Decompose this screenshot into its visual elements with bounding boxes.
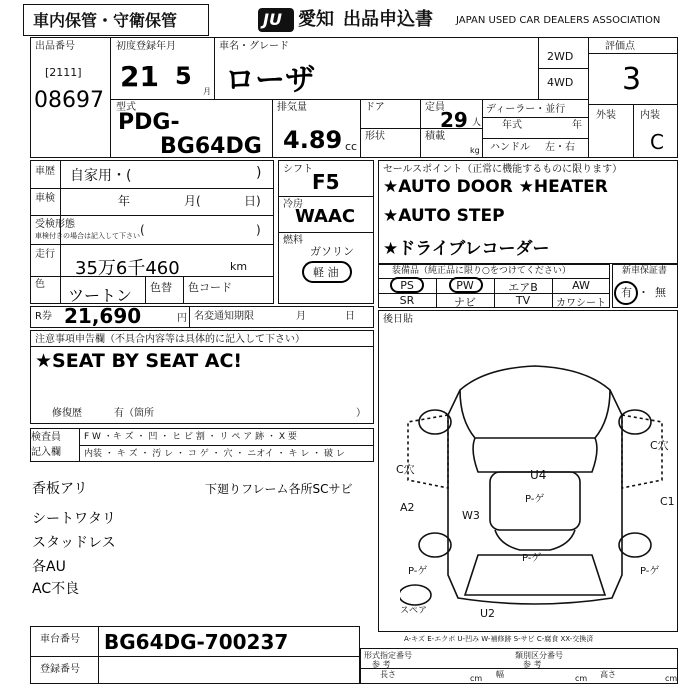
chassis-value: BG64DG-700237 bbox=[104, 630, 289, 654]
pw-circle bbox=[449, 277, 483, 293]
model-line1: PDG- bbox=[118, 110, 180, 135]
model-year-value: 年 bbox=[572, 120, 582, 131]
ju-logo-text: JU bbox=[263, 10, 282, 29]
r-ticket-label: R券 bbox=[35, 311, 52, 322]
warranty-no: 無 bbox=[655, 286, 666, 299]
storage-notice: 車内保管・守衛保管 bbox=[33, 11, 178, 30]
acceptance-note: 車検付きの場合は記入して下さい bbox=[35, 232, 140, 240]
reg-number-label: 登録番号 bbox=[40, 664, 80, 675]
handle-value: 左・右 bbox=[545, 142, 575, 153]
color-code-label: 色コード bbox=[188, 281, 232, 294]
inspector-note-3: スタッドレス bbox=[32, 535, 116, 551]
mark-spare: スペア bbox=[400, 606, 428, 616]
divider bbox=[30, 276, 274, 277]
fuel-gasoline: ガソリン bbox=[310, 245, 354, 258]
divider bbox=[30, 346, 374, 347]
repair-close: ） bbox=[356, 408, 366, 419]
mark-a2: A2 bbox=[400, 501, 415, 514]
inspector-label-2: 記入欄 bbox=[31, 447, 61, 458]
interior-value: C bbox=[650, 130, 664, 154]
registration-month: 5 bbox=[175, 62, 192, 90]
aircon-label: 冷房 bbox=[283, 199, 303, 210]
registration-label: 初度登録年月 bbox=[116, 41, 176, 52]
divider bbox=[278, 232, 374, 233]
warranty-label: 新車保証書 bbox=[622, 266, 668, 276]
inspector-row-1: F W ・キ ズ ・ 凹 ・ ヒ ビ 割 ・ リ ペ ア 跡 ・ X 要 bbox=[84, 432, 297, 442]
displacement-unit: cc bbox=[345, 140, 358, 153]
warranty-sep: ・ bbox=[638, 286, 649, 299]
association-name: JAPAN USED CAR DEALERS ASSOCIATION bbox=[456, 15, 661, 26]
specs-length: 長さ bbox=[380, 670, 396, 679]
lot-label: 出品番号 bbox=[35, 41, 75, 52]
grade-value: 3 bbox=[622, 62, 642, 97]
divider bbox=[588, 53, 678, 54]
specs-length-unit: cm bbox=[470, 674, 483, 683]
r-ticket-unit: 円 bbox=[177, 313, 187, 324]
chassis-label: 車台番号 bbox=[40, 634, 80, 645]
notes-label: 注意事項申告欄（不具合内容等は具体的に記入して下さい） bbox=[35, 334, 305, 345]
displacement-label: 排気量 bbox=[277, 102, 307, 113]
fuel-diesel: 軽 油 bbox=[313, 266, 339, 279]
divider bbox=[30, 656, 360, 657]
divider bbox=[214, 37, 215, 99]
divider bbox=[189, 306, 190, 328]
vehicle-diagram bbox=[400, 360, 670, 620]
drive-4wd: 4WD bbox=[547, 76, 574, 89]
aircon-value: WAAC bbox=[295, 206, 356, 227]
shift-value: F5 bbox=[312, 170, 340, 194]
specs-ref-1: 参 考 bbox=[372, 660, 391, 669]
equipment-aw: AW bbox=[572, 279, 590, 292]
selling-line-3: ★ドライブレコーダー bbox=[383, 239, 550, 259]
interior-label: 内装 bbox=[640, 110, 660, 121]
r-ticket-value: 21,690 bbox=[64, 304, 142, 328]
mark-pg-right-bottom: P-ゲ bbox=[640, 566, 660, 577]
mark-u2: U2 bbox=[480, 607, 496, 620]
mark-pg-bottom: P-ゲ bbox=[522, 553, 542, 564]
model-year-label: 年式 bbox=[502, 120, 522, 131]
acceptance-paren: ( bbox=[140, 223, 145, 237]
divider bbox=[79, 445, 374, 446]
specs-height: 高さ bbox=[600, 670, 616, 679]
divider bbox=[183, 276, 184, 304]
load-unit: kg bbox=[470, 146, 480, 155]
fuel-diesel-circle bbox=[302, 261, 352, 283]
handle-label: ハンドル bbox=[490, 142, 530, 153]
divider bbox=[420, 128, 482, 129]
inspection-month: 月( bbox=[184, 194, 201, 208]
divider bbox=[360, 668, 678, 669]
divider bbox=[360, 128, 420, 129]
registration-month-unit: 月 bbox=[203, 87, 211, 96]
displacement-value: 4.89 bbox=[283, 126, 343, 154]
equipment-airbag: エアB bbox=[508, 281, 538, 294]
history-close: ) bbox=[256, 165, 262, 181]
selling-line-2: ★AUTO STEP bbox=[383, 206, 505, 226]
specs-class-label: 類別区分番号 bbox=[515, 651, 563, 660]
capacity-unit: 人 bbox=[472, 118, 482, 128]
divider bbox=[30, 215, 274, 216]
specs-type-label: 形式指定番号 bbox=[364, 651, 412, 660]
divider bbox=[30, 244, 274, 245]
capacity-label: 定員 bbox=[425, 102, 445, 113]
ps-circle bbox=[390, 277, 424, 293]
inspector-note-4: 各AU bbox=[32, 559, 66, 575]
warranty-yes-circle bbox=[614, 281, 638, 305]
inspector-row-2: 内装 ・ キ ズ ・ 汚 レ ・ コ ゲ ・ 穴 ・ ニオイ ・ キ レ ・ 破 レ bbox=[84, 449, 345, 459]
inspector-label-1: 検査員 bbox=[31, 432, 61, 443]
fuel-label: 燃料 bbox=[283, 235, 303, 246]
form-title: 出品申込書 bbox=[343, 9, 433, 30]
mileage-label: 走行 bbox=[35, 249, 55, 260]
repair-value: 有（箇所 bbox=[114, 408, 154, 419]
equipment-sr: SR bbox=[399, 294, 415, 307]
car-name-value: ローザ bbox=[225, 63, 315, 98]
inspection-year: 年 bbox=[118, 194, 131, 208]
warranty-yes: 有 bbox=[621, 286, 632, 299]
inspection-day: 日) bbox=[244, 194, 261, 208]
logo-text: 愛知 bbox=[298, 9, 334, 30]
divider bbox=[482, 138, 588, 139]
equipment-pw: PW bbox=[456, 279, 474, 292]
divider bbox=[633, 104, 634, 158]
mark-front-right: C穴 bbox=[650, 439, 669, 452]
after-attach-label: 後日貼 bbox=[383, 314, 413, 325]
inspector-note-5: AC不良 bbox=[32, 581, 80, 597]
exterior-label: 外装 bbox=[596, 110, 616, 121]
mark-w3: W3 bbox=[462, 509, 480, 522]
acceptance-close: ) bbox=[256, 223, 261, 237]
load-label: 積載 bbox=[425, 131, 445, 142]
divider bbox=[98, 626, 99, 684]
specs-width-unit: cm bbox=[575, 674, 588, 683]
history-value: 自家用・( bbox=[70, 168, 132, 184]
equipment-navi: ナビ bbox=[454, 296, 476, 309]
acceptance-label: 受検形態 bbox=[35, 219, 75, 230]
divider bbox=[482, 117, 588, 118]
equipment-label: 装備品（純正品に限り○をつけてください） bbox=[392, 266, 571, 276]
selling-line-1: ★AUTO DOOR ★HEATER bbox=[383, 177, 608, 197]
mark-left-front: C穴 bbox=[396, 463, 415, 476]
inspection-label: 車検 bbox=[35, 193, 55, 204]
registration-year: 21 bbox=[120, 60, 159, 93]
dealer-label: ディーラー・並行 bbox=[486, 104, 566, 115]
inspector-note-right: 下廻りフレーム各所SCサビ bbox=[205, 482, 353, 496]
tax-notice-day: 日 bbox=[345, 311, 355, 322]
mileage-value: 35万6千460 bbox=[75, 258, 180, 279]
inspector-note-1: 香板アリ bbox=[32, 481, 88, 497]
equipment-tv: TV bbox=[515, 294, 531, 307]
history-label: 車歴 bbox=[35, 166, 55, 177]
divider bbox=[538, 68, 588, 69]
inspector-note-2: シートワタリ bbox=[32, 511, 116, 527]
shape-label: 形状 bbox=[365, 131, 385, 142]
mark-pg-center: P-ゲ bbox=[525, 494, 545, 505]
color-num-label: 色替 bbox=[150, 281, 172, 294]
divider bbox=[272, 99, 273, 158]
specs-height-unit: cm bbox=[665, 674, 678, 683]
lot-number: 08697 bbox=[34, 88, 104, 113]
mark-center: U4 bbox=[530, 468, 547, 482]
divider bbox=[482, 99, 483, 158]
equipment-leather: カワシート bbox=[556, 298, 606, 309]
equipment-ps: PS bbox=[400, 279, 414, 292]
drive-2wd: 2WD bbox=[547, 50, 574, 63]
doors-label: ドア bbox=[365, 102, 385, 113]
divider bbox=[110, 37, 111, 158]
damage-legend: A-キズ E-エクボ U-凹み W-補修跡 S-サビ C-腐食 XX-交換済 bbox=[404, 635, 594, 643]
model-label: 型式 bbox=[116, 102, 136, 113]
divider bbox=[588, 37, 589, 158]
divider bbox=[278, 196, 374, 197]
model-line2: BG64DG bbox=[160, 134, 262, 159]
divider bbox=[110, 99, 588, 100]
mark-pg-left-bottom: P-ゲ bbox=[408, 566, 428, 577]
specs-width: 幅 bbox=[496, 670, 504, 679]
capacity-value: 29 bbox=[440, 108, 468, 132]
mark-c1: C1 bbox=[660, 495, 675, 508]
specs-ref-2: 参 考 bbox=[523, 660, 542, 669]
divider bbox=[30, 188, 274, 189]
shift-label: シフト bbox=[283, 164, 313, 175]
color-label: 色 bbox=[35, 279, 45, 290]
tax-notice-label: 名変通知期限 bbox=[194, 311, 254, 322]
selling-label: セールスポイント（正常に機能するものに限ります） bbox=[383, 164, 623, 175]
repair-label: 修復歴 bbox=[52, 408, 82, 419]
mileage-unit: km bbox=[230, 260, 248, 273]
car-name-label: 車名・グレード bbox=[219, 41, 289, 52]
divider bbox=[145, 276, 146, 304]
grade-label: 評価点 bbox=[605, 41, 635, 52]
lot-sub: [2111] bbox=[45, 66, 82, 79]
color-value: ツートン bbox=[68, 286, 133, 305]
tax-notice-month: 月 bbox=[296, 311, 306, 322]
notes-value: ★SEAT BY SEAT AC! bbox=[35, 350, 243, 372]
